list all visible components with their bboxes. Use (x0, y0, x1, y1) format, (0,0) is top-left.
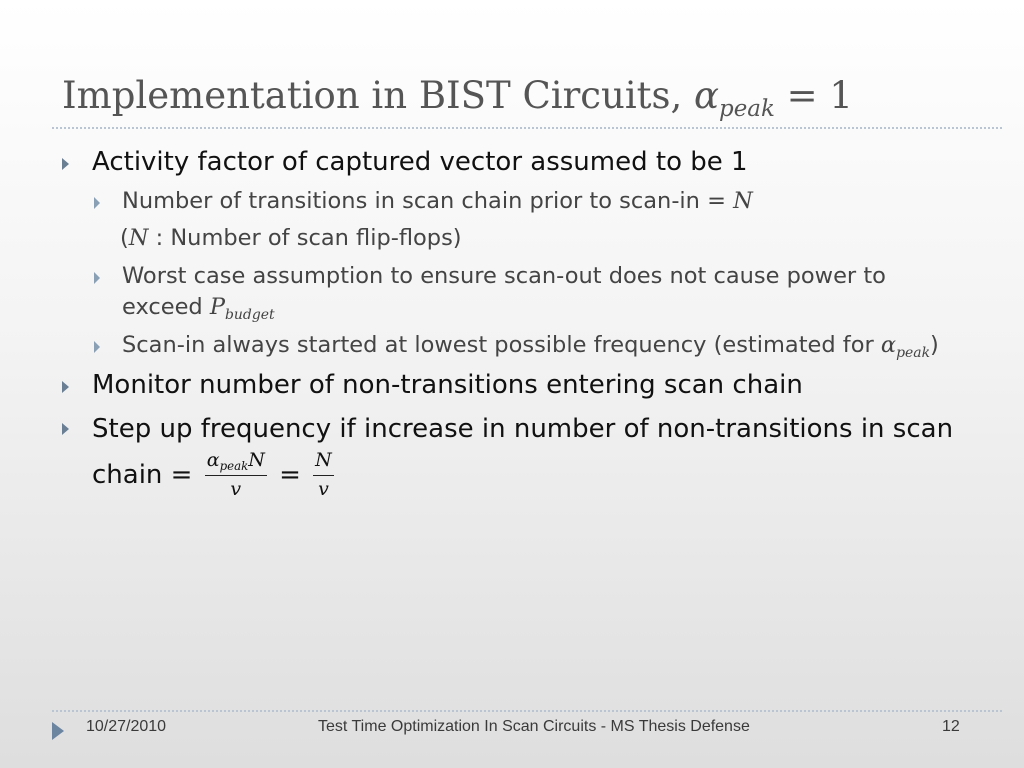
alpha-subscript: peak (719, 96, 775, 123)
var-alpha: α (880, 331, 897, 358)
title-divider (52, 127, 1002, 129)
var-n: N (733, 187, 753, 214)
title-text: Implementation in BIST Circuits, (62, 74, 695, 117)
sub-bullet-arrow-icon (94, 341, 100, 353)
fraction-numerator (205, 449, 267, 476)
title-alpha (694, 74, 775, 123)
sub-bullet-text: Scan-in always started at lowest possible frequency (estimated for (122, 331, 881, 358)
fraction-denominator: v (230, 477, 242, 500)
alpha-symbol: α (694, 74, 720, 117)
bullet-text: Step up frequency if increase in number of non-transitions in scan chain = (92, 414, 954, 490)
bullet-step-up (62, 411, 962, 501)
sub-bullet-text: Worst case assumption to ensure scan-out does not cause power to exceed (122, 262, 886, 321)
note-var-n: N (128, 225, 149, 252)
slide-body (62, 146, 962, 501)
sub-bullet-text: Number of transitions in scan chain prior to scan-in = (122, 187, 734, 214)
sub-bullet-arrow-icon (94, 197, 100, 209)
sub-bullet-note (62, 223, 962, 255)
frac-alpha-subscript: peak (219, 458, 249, 473)
sub-bullet-transitions (62, 186, 962, 218)
footer-arrow-icon (52, 722, 64, 740)
frac-n: N (248, 448, 265, 471)
fraction-n-over-v (313, 449, 334, 502)
bullet-arrow-icon (62, 423, 69, 435)
equals-sign: = (270, 459, 310, 490)
var-p: P (209, 294, 225, 321)
frac-alpha: α (206, 448, 220, 471)
var-p-subscript: budget (225, 307, 275, 324)
sub-bullet-scan-in (62, 330, 962, 362)
sub-bullet-worst-case (62, 261, 962, 324)
bullet-monitor (62, 369, 962, 403)
footer-page-number: 12 (942, 718, 960, 735)
fraction-alpha-n-over-v (205, 449, 267, 502)
bullet-text: Activity factor of captured vector assumed to be 1 (92, 147, 748, 177)
bullet-activity-factor (62, 146, 962, 180)
footer-divider (52, 710, 1002, 712)
fraction-denominator: v (318, 477, 329, 500)
bullet-text: Monitor number of non-transitions entering scan chain (92, 370, 803, 401)
note-paren: ( (120, 225, 129, 252)
var-p-budget (209, 294, 275, 324)
bullet-arrow-icon (62, 158, 69, 170)
var-alpha-peak (880, 331, 931, 361)
close-paren: ) (930, 331, 939, 358)
footer-date: 10/27/2010 (86, 718, 167, 735)
var-alpha-subscript: peak (896, 344, 931, 361)
title-equals-one: = 1 (774, 74, 853, 117)
slide-title (62, 74, 853, 123)
note-text: : Number of scan flip-flops) (148, 225, 462, 252)
footer-title: Test Time Optimization In Scan Circuits - MS Thesis Defense (318, 718, 750, 735)
fraction-numerator: N (313, 449, 334, 476)
sub-bullet-arrow-icon (94, 272, 100, 284)
bullet-arrow-icon (62, 381, 69, 393)
